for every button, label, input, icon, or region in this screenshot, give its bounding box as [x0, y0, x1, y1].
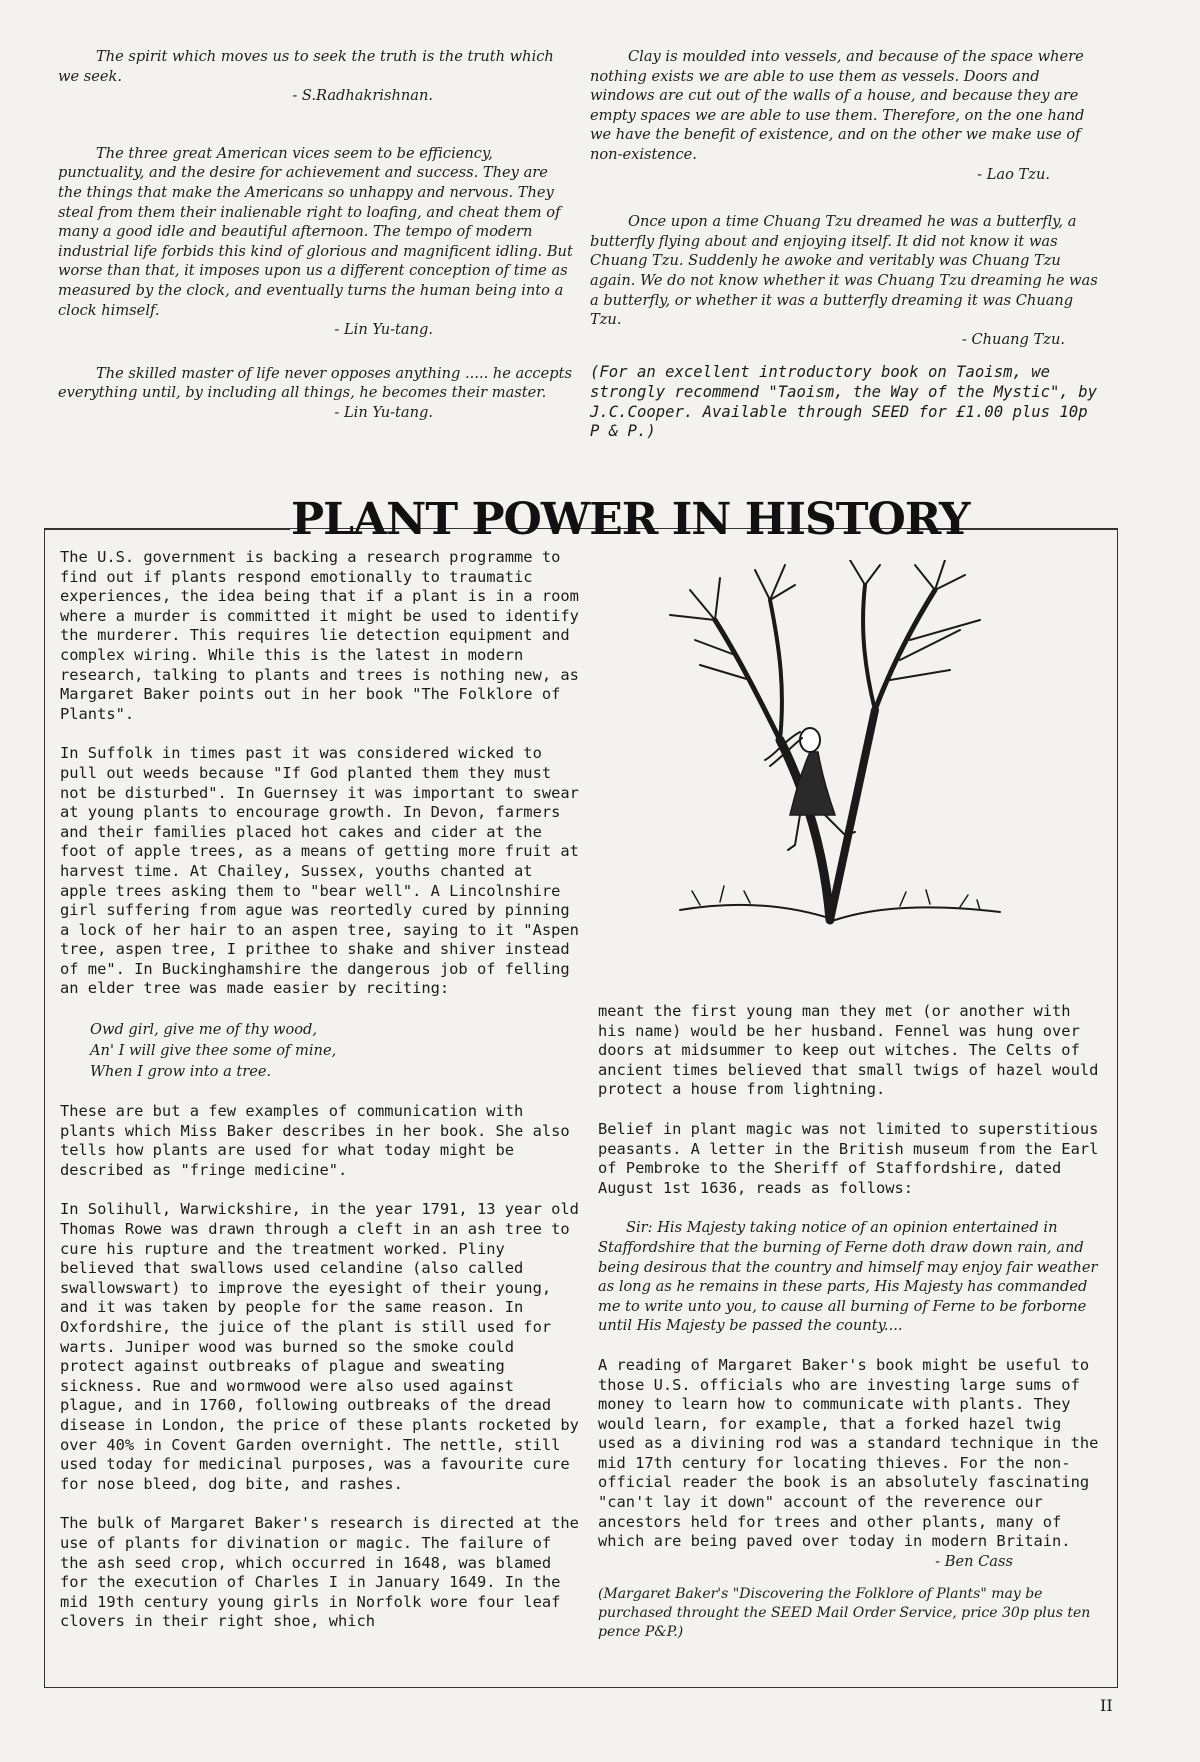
article-paragraph: In Suffolk in times past it was considered wicked to pull out weeds because "If God planted them they must not be disturbed". In Guernsey it was important to swear at young plants to encourage growth. In Devon, farmers and their families placed hot cakes and cider at the foot of apple trees, as a means of getting more fruit at harvest time. At Chailey, Sussex, youths chanted at apple trees asking them to "bear well". A Lincolnshire girl suffering from ague was reortedly cured by pinning a lock of her hair to an aspen tree, saying to it "Aspen tree, aspen tree, I prithee to shake and shiver instead of me". In Buckinghamshire the dangerous job of felling an elder tree was made easier by reciting: — [60, 744, 579, 998]
quote-text: The skilled master of life never opposes anything ..... he accepts everything until, by including all things, he becomes their master. — [58, 364, 572, 402]
top-right-quotes — [590, 47, 1100, 442]
page-number: II — [1100, 1696, 1113, 1715]
top-left-quotes — [58, 47, 573, 423]
quote-attribution: - Lin Yu-tang. — [334, 321, 433, 339]
quote-attribution: - Lin Yu-tang. — [334, 403, 433, 421]
article-headline: PLANT POWER IN HISTORY — [291, 494, 970, 545]
article-paragraph: A reading of Margaret Baker's book might be useful to those U.S. officials who are investing large sums of money to learn how to communicate with plants. They would learn, for example, that a forked hazel twig used as a divining rod was a standard technique in the mid 17th century for locating thieves. For the non-official reader the book is an absolutely fascinating "can't lay it down" account of the reverence our ancestors held for trees and other plants, many of which are being paved over today in modern Britain. — [598, 1355, 1099, 1551]
verse-line: Owd girl, give me of thy wood, — [90, 1021, 318, 1039]
article-left-column — [60, 548, 580, 1652]
taoism-book-note: (For an excellent introductory book on Taoism, we strongly recommend "Taoism, the Way of the Mystic", by J.C.Cooper. Available through SEED for £1.00 plus 10p P & P.) — [590, 363, 1097, 441]
headline-rule — [44, 528, 290, 530]
purchase-note: (Margaret Baker's "Discovering the Folklore of Plants" may be purchased throught the SEED Mail Order Service, price 30p plus ten pence P&P.) — [598, 1586, 1091, 1641]
article-right-column — [598, 1002, 1103, 1642]
quote-text: The three great American vices seem to be efficiency, punctuality, and the desire for achievement and success. They are the things that make the Americans so unhappy and nervous. They steal from them their inalienable right to loafing, and cheat them of many a good idle and beautiful afternoon. The tempo of modern industrial life forbids this kind of glorious and magnificent idling. But worse than that, it imposes upon us a different conception of time as measured by the clock, and eventually turns the human being into a clock himself. — [58, 144, 573, 319]
verse-line: An' I will give thee some of mine, — [90, 1042, 337, 1060]
quote-text: Clay is moulded into vessels, and because of the space where nothing exists we are able to use them as vessels. Doors and windows are cut out of the walls of a house, and because they are empty spaces we are able to use them. Therefore, on the one hand we have the benefit of existence, and on the other we make use of non-existence. — [590, 48, 1085, 163]
quote-attribution: - S.Radhakrishnan. — [292, 87, 433, 105]
quote-attribution: - Lao Tzu. — [977, 165, 1050, 183]
quote-attribution: - Chuang Tzu. — [961, 330, 1065, 348]
article-paragraph: In Solihull, Warwickshire, in the year 1791, 13 year old Thomas Rowe was drawn through a cleft in an ash tree to cure his rupture and the treatment worked. Pliny believed that swallows used celandine (also called swallowswart) to improve the eyesight of their young, and it was taken by people for the same reason. In Oxfordshire, the juice of the plant is still used for warts. Juniper wood was burned so the smoke could protect against outbreaks of plague and sweating sickness. Rue and wormwood were also used against plague, and in 1760, following outbreaks of the dread disease in London, the price of these plants rocketed by over 40% in Covent Garden overnight. The nettle, still used today for medicinal purposes, was a favourite cure for nose bleed, dog bite, and rashes. — [60, 1200, 579, 1493]
article-paragraph: The bulk of Margaret Baker's research is directed at the use of plants for divination or magic. The failure of the ash seed crop, which occurred in 1648, was blamed for the execution of Charles I in January 1649. In the mid 19th century young girls in Norfolk wore four leaf clovers in their right shoe, which — [60, 1514, 579, 1631]
elder-verse — [90, 1019, 580, 1082]
article-paragraph: These are but a few examples of communication with plants which Miss Baker describes in her book. She also tells how plants are used for what today might be described as "fringe medicine". — [60, 1102, 570, 1179]
article-paragraph: The U.S. government is backing a research programme to find out if plants respond emotionally to traumatic experiences, the idea being that if a plant is in a room where a murder is committed it might be used to identify the murderer. This requires lie detection equipment and complex wiring. While this is the latest in modern research, talking to plants and trees is nothing new, as Margaret Baker points out in her book "The Folklore of Plants". — [60, 548, 579, 723]
article-paragraph: meant the first young man they met (or another with his name) would be her husband. Fennel was hung over doors at midsummer to keep out witches. The Celts of ancient times believed that small twigs of hazel would protect a house from lightning. — [598, 1002, 1099, 1099]
verse-line: When I grow into a tree. — [90, 1063, 272, 1081]
pembroke-letter: Sir: His Majesty taking notice of an opinion entertained in Staffordshire that the burning of Ferne doth draw down rain, and being desirous that the country and himself may enjoy fair weather as long as he remains in these parts, His Majesty has commanded me to write unto you, to cause all burning of Ferne to be forborne until His Majesty be passed the county.... — [598, 1219, 1098, 1335]
quote-text: Once upon a time Chuang Tzu dreamed he was a butterfly, a butterfly flying about and enjoying itself. It did not know it was Chuang Tzu. Suddenly he awoke and veritably was Chuang Tzu again. We do not know whether it was Chuang Tzu dreaming he was a butterfly, or whether it was a butterfly dreaming it was Chuang Tzu. — [590, 213, 1098, 329]
quote-text: The spirit which moves us to seek the truth is the truth which we seek. — [58, 48, 554, 85]
article-byline: - Ben Cass — [935, 1552, 1013, 1570]
article-paragraph: Belief in plant magic was not limited to superstitious peasants. A letter in the British museum from the Earl of Pembroke to the Sheriff of Staffordshire, dated August 1st 1636, reads as follows: — [598, 1119, 1099, 1197]
tree-with-girl-illustration — [660, 560, 1020, 940]
